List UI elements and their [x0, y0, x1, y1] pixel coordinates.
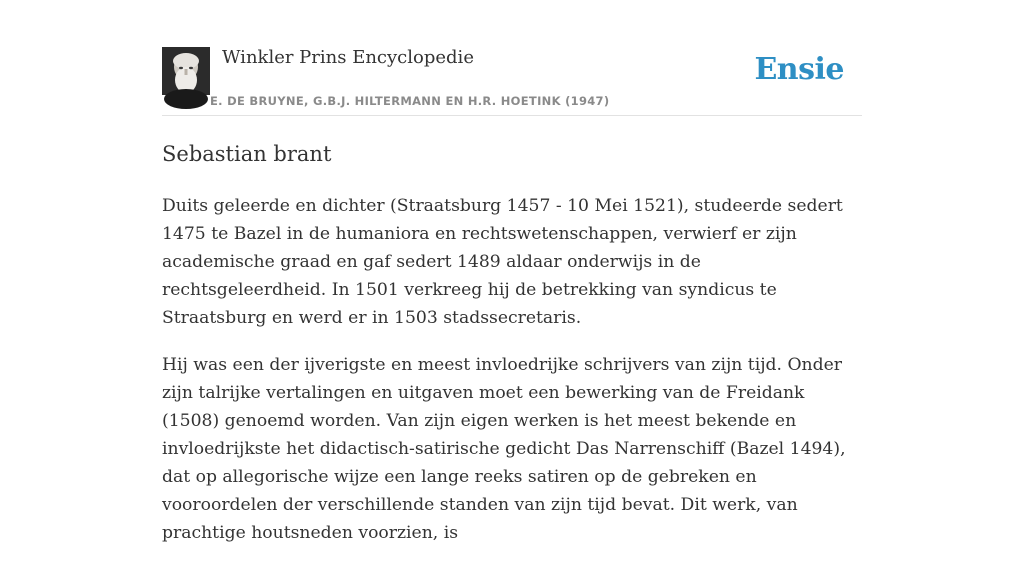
- paragraph: Duits geleerde en dichter (Straatsburg 1457 - 10 Mei 1521), studeerde sedert 1475 te Bazel in de humaniora en rechtswetenschappen, verwierf er zijn academische graad en gaf sedert 1489 aldaar onderwijs in de rechtsgeleerdheid. In 1501 verkreeg hij de betrekking van syndicus te Straatsburg en werd er in 1503 stadssecretaris.: [162, 196, 843, 328]
- paragraph: Hij was een der ijverigste en meest invloedrijke schrijvers van zijn tijd. Onder zijn talrijke vertalingen en uitgaven moet een bewerking van de Freidank (1508) genoemd worden. Van zijn eigen werken is het meest bekende en invloedrijkste het didactisch-satirische gedicht Das Narrenschiff (Bazel 1494), dat op allegorische wijze een lange reeks satiren op de gebreken en vooroordelen der verschillende standen van zijn tijd bevat. Dit werk, van prachtige houtsneden voorzien, is: [162, 355, 846, 543]
- portrait-icon: [162, 47, 210, 95]
- brand-logo[interactable]: Ensie: [754, 52, 844, 87]
- article-title: Sebastian brant: [162, 142, 332, 166]
- header: [162, 44, 862, 116]
- site-title[interactable]: Winkler Prins Encyclopedie: [222, 47, 474, 68]
- author-avatar: [162, 47, 210, 95]
- authors-line[interactable]: E. DE BRUYNE, G.B.J. HILTERMANN EN H.R. HOETINK (1947): [210, 94, 610, 108]
- article-body: [162, 192, 864, 566]
